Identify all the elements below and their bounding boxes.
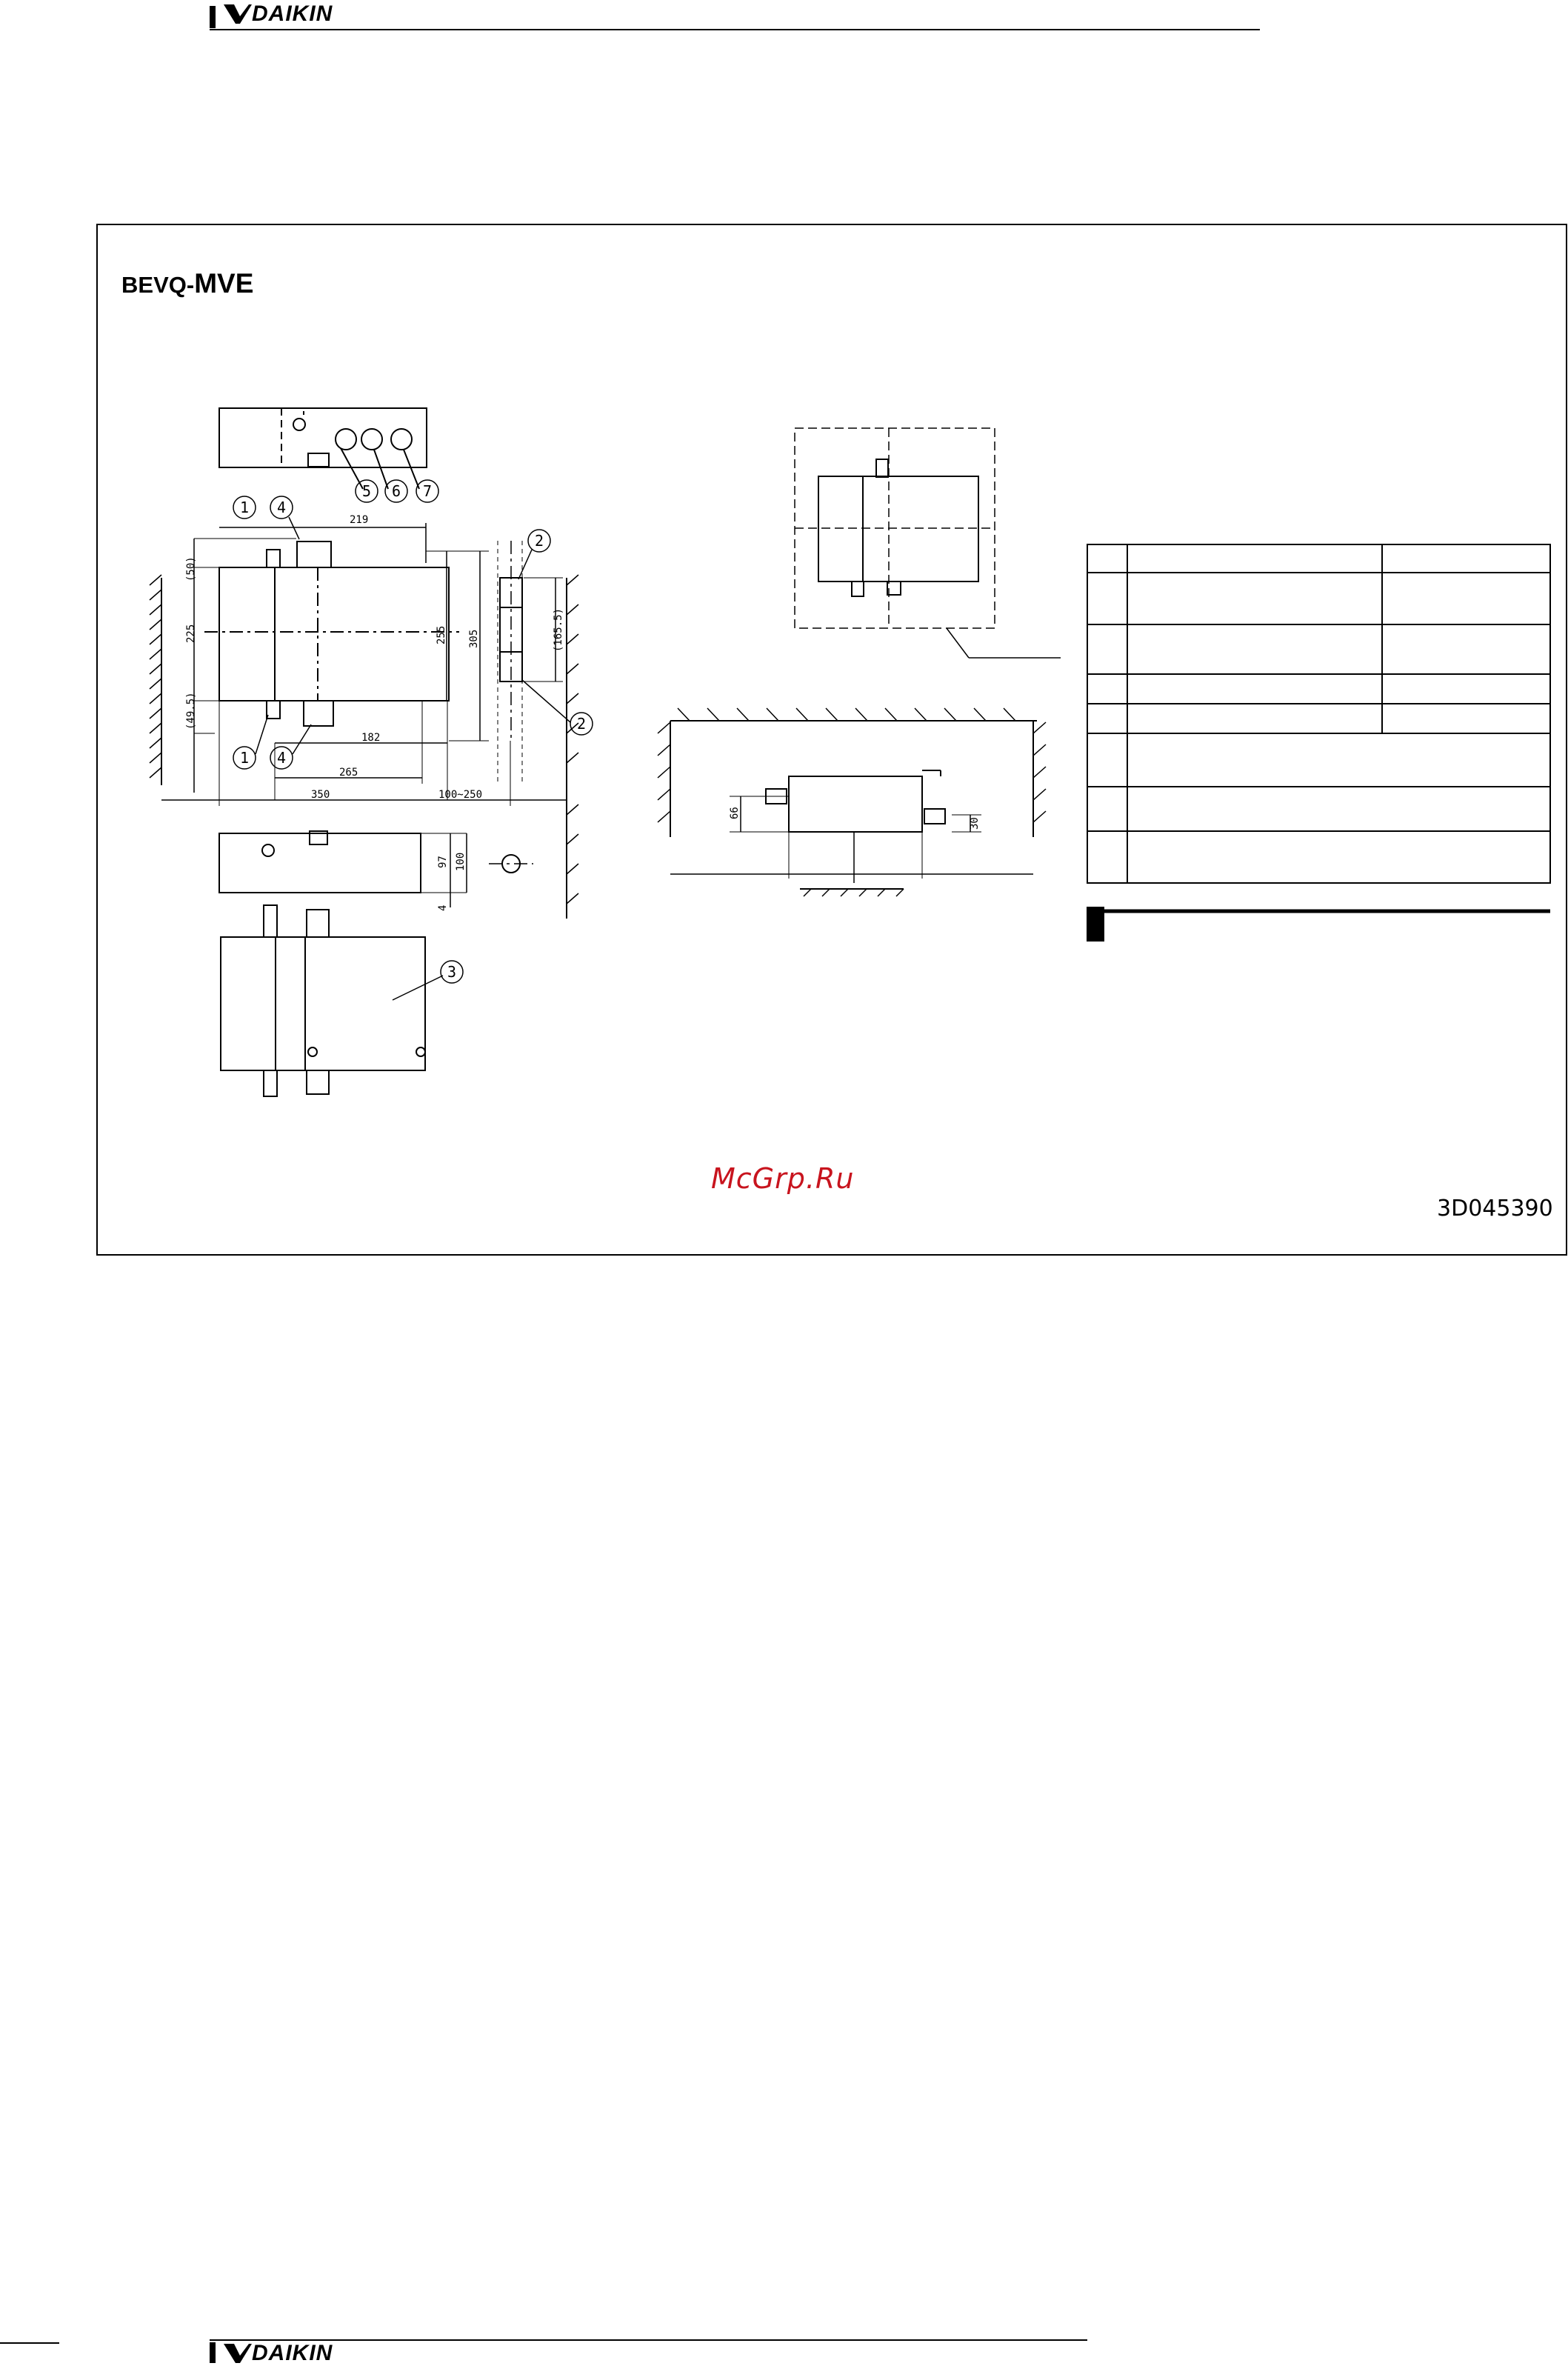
dim-50: (50) xyxy=(185,556,197,581)
callout-3: 3 xyxy=(447,963,457,981)
footer-rule xyxy=(210,2339,1087,2341)
callout-7: 7 xyxy=(422,482,433,500)
dim-4: 4 xyxy=(437,904,449,911)
model-prefix: BEVQ- xyxy=(121,272,195,298)
callout-1b: 1 xyxy=(239,749,250,767)
dim-165: (165.5) xyxy=(553,607,564,652)
hanging-view xyxy=(795,428,1061,658)
top-view xyxy=(219,408,427,489)
callout-numbers xyxy=(240,482,586,981)
footer-brand-text: DAIKIN xyxy=(252,2341,333,2365)
callout-4a: 4 xyxy=(276,499,287,516)
callout-6: 6 xyxy=(391,482,401,500)
dim-255: 255 xyxy=(436,625,447,644)
dim-97: 97 xyxy=(437,856,449,868)
side-elevation xyxy=(219,831,533,907)
callout-5: 5 xyxy=(361,482,372,500)
dim-305: 305 xyxy=(468,629,480,648)
dim-30: 30 xyxy=(969,817,981,830)
header-brand-text: DAIKIN xyxy=(252,1,333,26)
footer-bar xyxy=(210,2342,216,2363)
dim-100: 100 xyxy=(455,852,467,871)
doc-number: 3D045390 xyxy=(1437,1196,1553,1222)
dim-182: 182 xyxy=(361,732,381,744)
dim-100-250: 100~250 xyxy=(438,789,483,801)
ceiling-view xyxy=(658,708,1046,896)
dim-265: 265 xyxy=(339,767,358,779)
footer-left-rule xyxy=(0,2342,59,2344)
plan-view xyxy=(150,523,578,919)
parts-table xyxy=(1087,544,1550,941)
watermark: McGrp.Ru xyxy=(711,1162,855,1195)
dim-350: 350 xyxy=(311,789,330,801)
dim-66: 66 xyxy=(729,807,741,819)
bottom-view xyxy=(221,905,443,1096)
footer-logo xyxy=(222,2341,333,2366)
callouts xyxy=(233,480,593,983)
callout-2b: 2 xyxy=(576,715,587,733)
callout-2a: 2 xyxy=(534,532,544,550)
dim-219: 219 xyxy=(350,514,369,526)
daikin-logo-icon xyxy=(222,2342,252,2365)
dim-49: (49.5) xyxy=(185,692,197,730)
model-suffix: MVE xyxy=(194,268,254,299)
callout-4b: 4 xyxy=(276,749,287,767)
callout-1a: 1 xyxy=(239,499,250,516)
dim-225: 225 xyxy=(185,624,197,643)
